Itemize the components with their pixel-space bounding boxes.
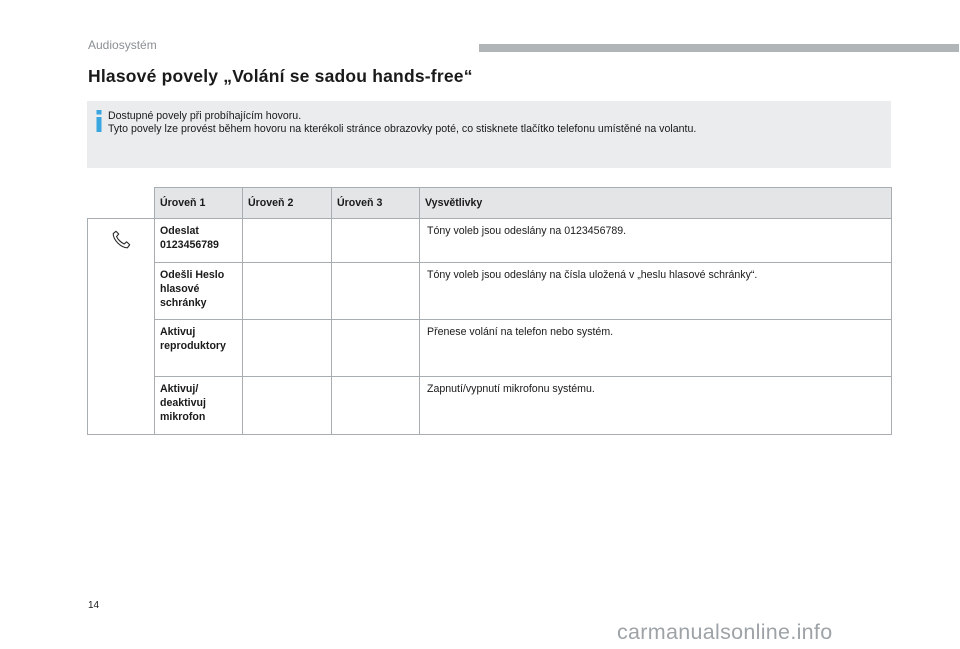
explanation-cell: Tóny voleb jsou odeslány na 0123456789. [420, 219, 892, 263]
table-row [88, 320, 892, 377]
page-number: 14 [88, 600, 100, 611]
explanation-cell: Zapnutí/vypnutí mikrofonu systému. [420, 377, 892, 435]
table-row [88, 219, 892, 263]
level1-text: 0123456789 [160, 239, 219, 251]
voice-command-table [87, 187, 892, 435]
explanation-cell: Přenese volání na telefon nebo systém. [420, 320, 892, 377]
level1-cell [155, 263, 243, 320]
header-bar [479, 44, 959, 52]
section-label: Audiosystém [88, 38, 157, 52]
level3-cell [332, 320, 420, 377]
level3-cell [332, 377, 420, 435]
phone-icon [110, 229, 132, 251]
level1-text: schránky [160, 297, 207, 309]
level2-cell [243, 377, 332, 435]
level1-cell [155, 377, 243, 435]
level1-text: Aktivuj/ [160, 383, 199, 395]
column-header-level3: Úroveň 3 [332, 188, 420, 219]
table-row [88, 377, 892, 435]
level1-text: Aktivuj [160, 326, 196, 338]
explanation-cell: Tóny voleb jsou odeslány na čísla uložená v „heslu hlasové schránky“. [420, 263, 892, 320]
info-icon [94, 110, 104, 132]
info-text-line-1: Dostupné povely při probíhajícím hovoru. [108, 110, 302, 122]
column-header-level1: Úroveň 1 [155, 188, 243, 219]
column-header-level2: Úroveň 2 [243, 188, 332, 219]
page-title: Hlasové povely „Volání se sadou hands-free“ [88, 66, 473, 86]
level1-text: Odešli Heslo [160, 269, 225, 281]
level2-cell [243, 263, 332, 320]
info-text-line-2: Tyto povely lze provést během hovoru na kterékoli stránce obrazovky poté, co stisknete tlačítko telefonu umístěné na volantu. [108, 123, 697, 135]
table-header-blank [88, 188, 155, 219]
level1-text: Odeslat [160, 225, 199, 237]
level1-text: hlasové [160, 283, 200, 295]
level1-cell [155, 219, 243, 263]
level1-text: deaktivuj [160, 397, 206, 409]
level2-cell [243, 320, 332, 377]
table-row [88, 263, 892, 320]
table-header-row [88, 188, 892, 219]
level2-cell [243, 219, 332, 263]
info-box [87, 101, 891, 168]
level3-cell [332, 219, 420, 263]
level1-cell [155, 320, 243, 377]
level1-text: mikrofon [160, 411, 206, 423]
column-header-explanation: Vysvětlivky [420, 188, 892, 219]
level1-text: reproduktory [160, 340, 226, 352]
icon-cell [88, 219, 155, 435]
watermark: carmanualsonline.info [617, 620, 833, 644]
level3-cell [332, 263, 420, 320]
